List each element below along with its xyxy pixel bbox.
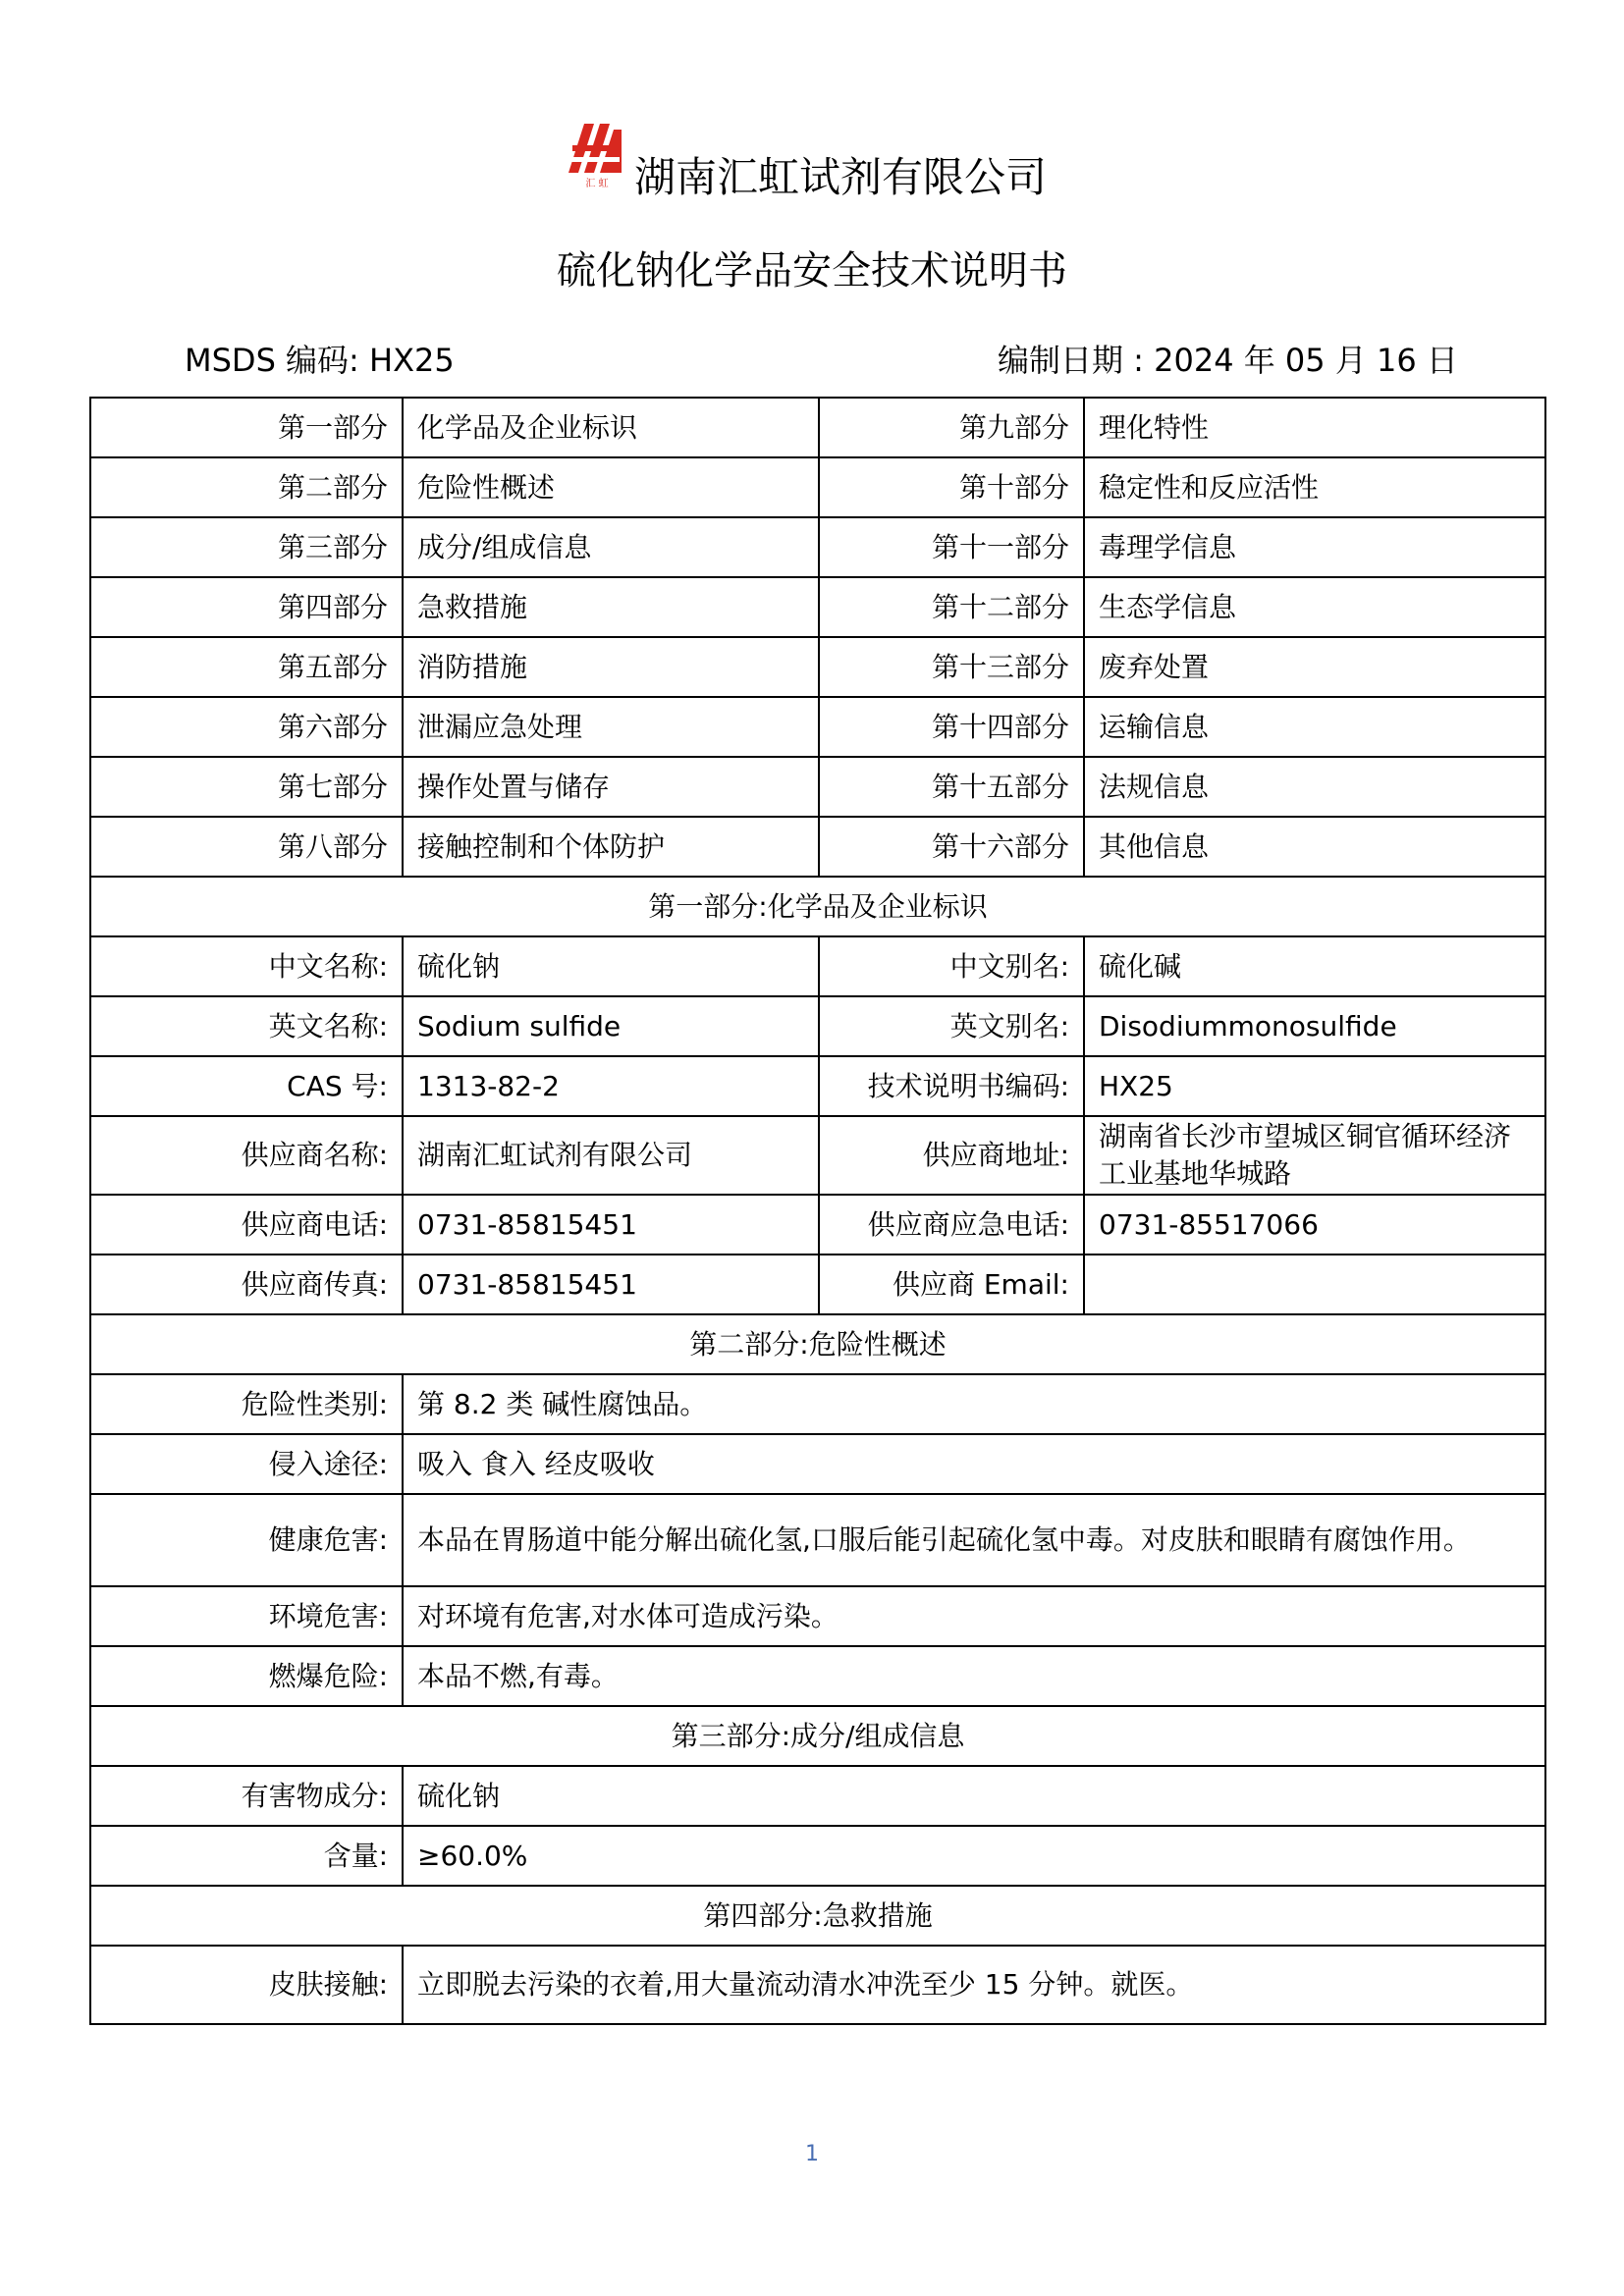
field-label: 皮肤接触: [90,1946,403,2024]
toc-part-label: 第六部分 [90,697,403,757]
field-label: 健康危害: [90,1494,403,1586]
field-value: 1313-82-2 [403,1056,819,1116]
toc-row [90,457,1545,517]
info-row [90,1826,1545,1886]
info-row [90,1434,1545,1494]
field-label: 中文名称: [90,936,403,996]
toc-part-title: 其他信息 [1084,817,1545,877]
toc-part-label: 第十一部分 [819,517,1084,577]
info-row [90,1195,1545,1255]
toc-row [90,637,1545,697]
field-label: 供应商名称: [90,1116,403,1195]
info-row [90,1056,1545,1116]
compile-date [998,336,1458,381]
msds-code-value: HX25 [369,342,455,379]
toc-part-title: 消防措施 [403,637,819,697]
toc-part-label: 第二部分 [90,457,403,517]
field-label: 环境危害: [90,1586,403,1646]
field-label: 供应商应急电话: [819,1195,1084,1255]
field-value: 硫化钠 [403,936,819,996]
field-label: 英文名称: [90,996,403,1056]
toc-part-label: 第十二部分 [819,577,1084,637]
field-label: 供应商地址: [819,1116,1084,1195]
toc-part-label: 第十三部分 [819,637,1084,697]
field-label: CAS 号: [90,1056,403,1116]
info-row [90,936,1545,996]
field-label: 含量: [90,1826,403,1886]
toc-part-title: 运输信息 [1084,697,1545,757]
page-number: 1 [805,2142,819,2166]
field-label: 燃爆危险: [90,1646,403,1706]
company-logo [563,116,631,190]
field-label: 供应商 Email: [819,1255,1084,1314]
toc-part-title: 危险性概述 [403,457,819,517]
field-label: 技术说明书编码: [819,1056,1084,1116]
field-value: 硫化碱 [1084,936,1545,996]
field-value: 本品不燃,有毒。 [403,1646,1545,1706]
toc-part-label: 第三部分 [90,517,403,577]
toc-part-label: 第十五部分 [819,757,1084,817]
toc-row [90,697,1545,757]
field-value: 0731-85815451 [403,1195,819,1255]
toc-part-title: 急救措施 [403,577,819,637]
section-heading-row [90,877,1545,936]
field-label: 供应商传真: [90,1255,403,1314]
section-heading-row [90,1886,1545,1946]
field-value: Disodiummonosulfide [1084,996,1545,1056]
field-value: 湖南汇虹试剂有限公司 [403,1116,819,1195]
field-value: 0731-85815451 [403,1255,819,1314]
msds-table [89,397,1546,2025]
field-label: 危险性类别: [90,1374,403,1434]
field-value: 第 8.2 类 碱性腐蚀品。 [403,1374,1545,1434]
toc-part-title: 化学品及企业标识 [403,398,819,457]
toc-part-label: 第十四部分 [819,697,1084,757]
toc-row [90,517,1545,577]
supplier-address: 湖南省长沙市望城区铜官循环经济工业基地华城路 [1084,1116,1545,1195]
field-value: 0731-85517066 [1084,1195,1545,1255]
part4-heading: 第四部分:急救措施 [90,1886,1545,1946]
logo-text: 汇 虹 [585,179,609,189]
info-row [90,996,1545,1056]
field-label: 侵入途径: [90,1434,403,1494]
toc-part-title: 稳定性和反应活性 [1084,457,1545,517]
toc-part-label: 第十六部分 [819,817,1084,877]
field-value: 对环境有危害,对水体可造成污染。 [403,1586,1545,1646]
info-row [90,1116,1545,1195]
msds-code [185,336,455,381]
toc-part-label: 第五部分 [90,637,403,697]
field-label: 有害物成分: [90,1766,403,1826]
info-row [90,1946,1545,2024]
toc-part-title: 毒理学信息 [1084,517,1545,577]
field-label: 中文别名: [819,936,1084,996]
toc-row [90,577,1545,637]
toc-part-title: 理化特性 [1084,398,1545,457]
info-row [90,1766,1545,1826]
field-value: ≥60.0% [403,1826,1545,1886]
field-value: 吸入 食入 经皮吸收 [403,1434,1545,1494]
field-value: 硫化钠 [403,1766,1545,1826]
field-value [1084,1255,1545,1314]
toc-part-label: 第七部分 [90,757,403,817]
section-heading-row [90,1314,1545,1374]
compile-date-value: 2024 年 05 月 16 日 [1154,342,1458,379]
info-row [90,1586,1545,1646]
toc-part-label: 第八部分 [90,817,403,877]
msds-code-label: MSDS 编码: [185,342,359,379]
toc-row [90,757,1545,817]
field-label: 供应商电话: [90,1195,403,1255]
toc-part-label: 第十部分 [819,457,1084,517]
toc-part-label: 第四部分 [90,577,403,637]
part2-heading: 第二部分:危险性概述 [90,1314,1545,1374]
info-row [90,1646,1545,1706]
toc-part-label: 第九部分 [819,398,1084,457]
toc-row [90,817,1545,877]
company-name: 湖南汇虹试剂有限公司 [634,153,1048,201]
document-title: 硫化钠化学品安全技术说明书 [557,248,1067,294]
info-row [90,1255,1545,1314]
info-row [90,1494,1545,1586]
toc-part-title: 废弃处置 [1084,637,1545,697]
field-label: 英文别名: [819,996,1084,1056]
toc-part-title: 法规信息 [1084,757,1545,817]
section-heading-row [90,1706,1545,1766]
toc-part-title: 接触控制和个体防护 [403,817,819,877]
toc-part-title: 泄漏应急处理 [403,697,819,757]
toc-row [90,398,1545,457]
field-value: 本品在胃肠道中能分解出硫化氢,口服后能引起硫化氢中毒。对皮肤和眼睛有腐蚀作用。 [403,1494,1545,1586]
field-value: 立即脱去污染的衣着,用大量流动清水冲洗至少 15 分钟。就医。 [403,1946,1545,2024]
toc-part-title: 操作处置与储存 [403,757,819,817]
part1-heading: 第一部分:化学品及企业标识 [90,877,1545,936]
toc-part-title: 生态学信息 [1084,577,1545,637]
toc-part-title: 成分/组成信息 [403,517,819,577]
part3-heading: 第三部分:成分/组成信息 [90,1706,1545,1766]
toc-part-label: 第一部分 [90,398,403,457]
info-row [90,1374,1545,1434]
document-header [0,116,1624,204]
field-value: Sodium sulfide [403,996,819,1056]
compile-date-label: 编制日期 : [998,342,1144,379]
field-value: HX25 [1084,1056,1545,1116]
